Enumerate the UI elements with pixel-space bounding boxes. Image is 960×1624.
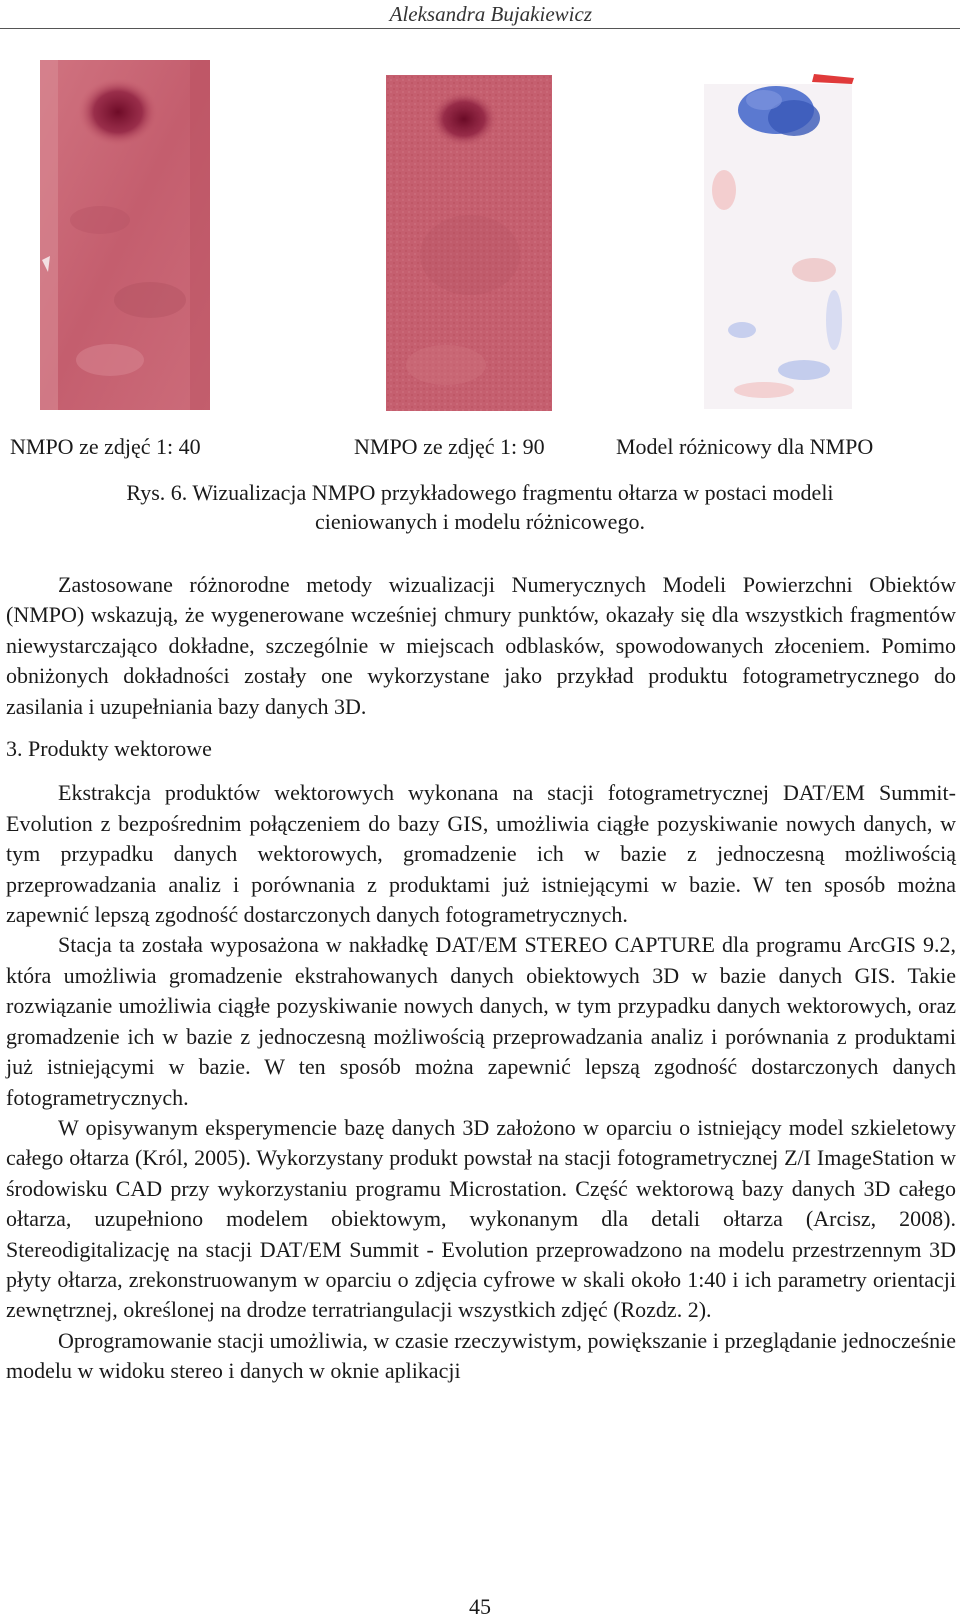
section-heading: 3. Produkty wektorowe [6, 736, 212, 762]
caption-nmpo-1-90: NMPO ze zdjęć 1: 90 [354, 434, 545, 459]
figure-title-line-2: cieniowanych i modelu różnicowego. [315, 509, 645, 534]
paragraph-1: Zastosowane różnorodne metody wizualizacji Numerycznych Modeli Powierzchni Obiektów (NMPO) wskazują, że wygenerowane wcześniej chmury punktów, okazały się dla wszystkich fragmentów niewystarczająco dokładne, szczególnie w miejscach odblasków, spowodowanych złoceniem. Pomimo obniżonych dokładności zostały one wykorzystane jako przykład produktu fotogrametrycznego do zasilania i uzupełniania bazy danych 3D. [6, 572, 956, 719]
page-number: 45 [469, 1594, 491, 1619]
paragraph-2: Ekstrakcja produktów wektorowych wykonana na stacji fotogrametrycznej DAT/EM Summit-Evolution z bezpośrednim połączeniem do bazy GIS, umożliwia ciągłe pozyskiwanie nowych danych, w tym przypadku danych wektorowych, gromadzenie ich w bazie z jednoczesną możliwością przeprowadzania analiz i porównania z produktami już istniejącymi w bazie. W ten sposób można zapewnić lepszą zgodność dostarczonych danych fotogrametrycznych. [6, 780, 956, 928]
paragraph-5: Oprogramowanie stacji umożliwia, w czasie rzeczywistym, powiększanie i przeglądanie jednocześnie modelu w widoku stereo i danych w oknie aplikacji [6, 1327, 956, 1384]
nmpo-1-90-image [386, 75, 552, 411]
paragraph-3: Stacja ta została wyposażona w nakładkę DAT/EM STEREO CAPTURE dla programu ArcGIS 9.2, która umożliwia gromadzenie ekstrahowanych danych obiektowych 3D w bazie danych GIS. Takie rozwiązanie umożliwia ciągłe pozyskiwanie nowych danych, w tym przypadku danych wektorowych, oraz gromadzenie ich w bazie z jednoczesną możliwością przeprowadzania analiz i porównania z produktami już istniejącymi w bazie. W ten sposób można zapewnić lepszą zgodność dostarczonych danych fotogrametrycznych. [6, 932, 956, 1110]
figure-title [0, 478, 960, 536]
running-header [0, 0, 960, 30]
figure-6 [0, 60, 960, 420]
header-rule [0, 28, 960, 29]
caption-nmpo-1-40: NMPO ze zdjęć 1: 40 [10, 434, 201, 459]
header-author: Aleksandra Bujakiewicz [389, 2, 592, 26]
caption-difference-model: Model różnicowy dla NMPO [616, 434, 874, 459]
paragraph-4: W opisywanym eksperymencie bazę danych 3D założono w oparciu o istniejący model szkieletowy całego ołtarza (Król, 2005). Wykorzystany produkt powstał na stacji fotogrametrycznej Z/I ImageStation w środowisku CAD przy wykorzystaniu programu Microstation. Część wektorową bazy danych 3D całego ołtarza, uzupełniono modelem obiektowym, wykonanym dla detali ołtarza (Arcisz, 2008). Stereodigitalizację na stacji DAT/EM Summit - Evolution przeprowadzono na modelu przestrzennym 3D płyty ołtarza, zrekonstruowanym w oparciu o zdjęcia cyfrowe w skali około 1:40 i ich parametry orientacji zewnętrznej, określonej na drodze terratriangulacji wszystkich zdjęć (Rozdz. 2). [6, 1114, 956, 1323]
body-text [6, 570, 956, 1387]
nmpo-1-40-image [40, 60, 210, 410]
figure-captions [0, 434, 960, 464]
difference-model-image [694, 70, 858, 415]
figure-title-line-1: Rys. 6. Wizualizacja NMPO przykładowego fragmentu ołtarza w postaci modeli [126, 480, 834, 505]
